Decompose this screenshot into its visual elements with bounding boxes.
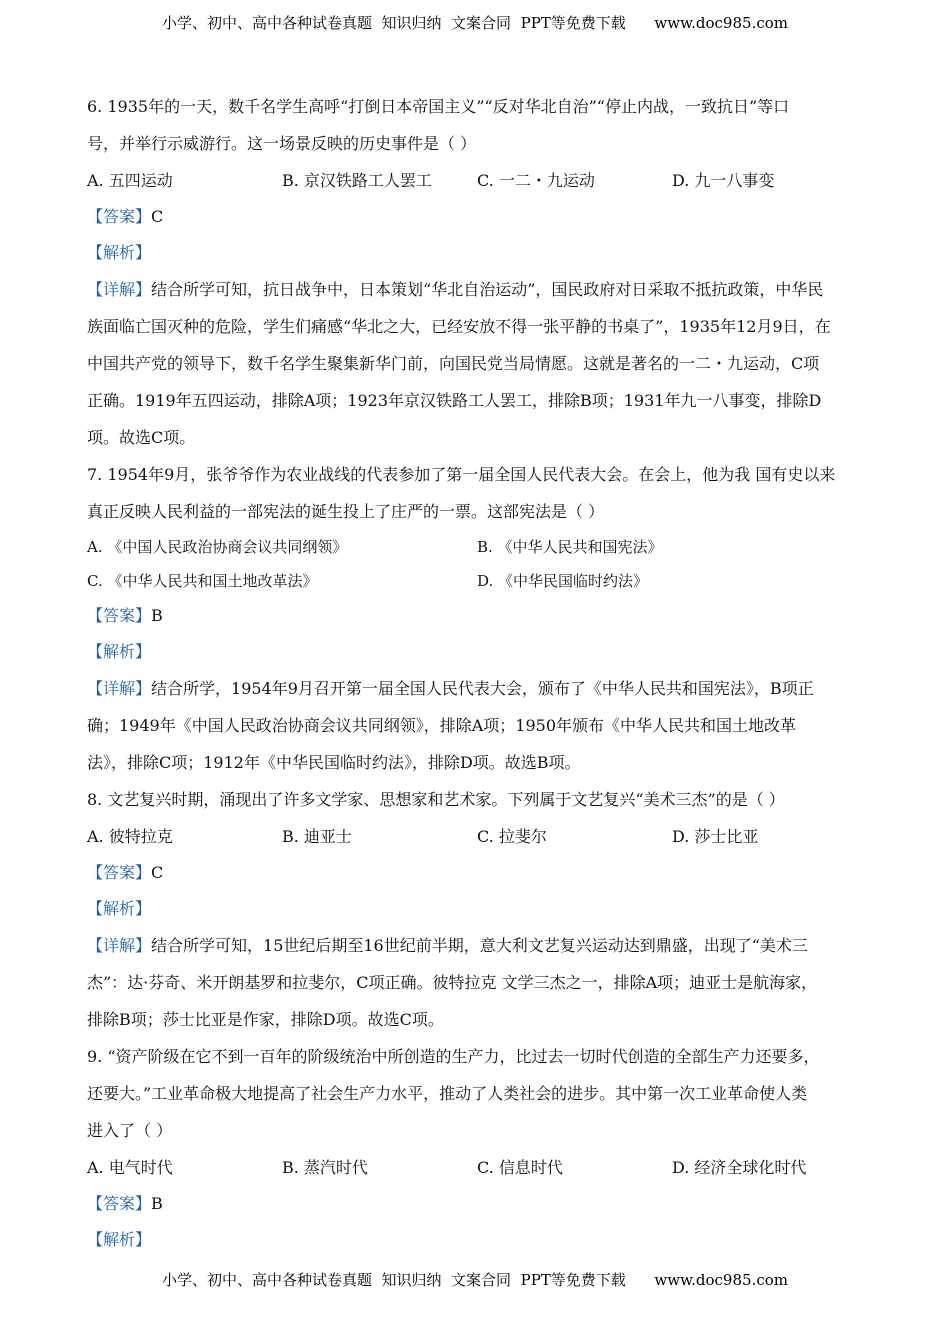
- option-d: D. 莎士比亚: [672, 827, 759, 846]
- detail-text: 结合所学可知，抗日战争中，日本策划“华北自治运动”，国民政府对日采取不抵抗政策，中华民: [151, 280, 824, 299]
- detail-label: 【详解】: [87, 280, 152, 299]
- answer-label: 【答案】: [87, 1194, 152, 1213]
- detail-label: 【详解】: [87, 679, 152, 698]
- question-content: [87, 88, 877, 1258]
- options-row: [87, 1149, 877, 1186]
- analysis-line: [87, 634, 877, 670]
- detail-line: [87, 271, 877, 308]
- answer-value: C: [151, 207, 164, 226]
- question-stem-line: 9. “资产阶级在它不到一百年的阶级统治中所创造的生产力，比过去一切时代创造的全部生产力还要多，: [87, 1047, 820, 1066]
- question-stem-line: 进入了（ ）: [87, 1121, 173, 1140]
- detail-line: 杰”：达·芬奇、米开朗基罗和拉斐尔，C项正确。彼特拉克 文学三杰之一，排除A项；迪亚士是航海家，: [87, 973, 818, 992]
- option-c: C. 拉斐尔: [477, 827, 547, 846]
- question-stem-line: 真正反映人民利益的一部宪法的诞生投上了庄严的一票。这部宪法是（ ）: [87, 502, 605, 521]
- option-a: A. 彼特拉克: [87, 827, 173, 846]
- question-stem-line: 8. 文艺复兴时期，涌现出了许多文学家、思想家和艺术家。下列属于文艺复兴“美术三杰”的是（ ）: [87, 790, 785, 809]
- analysis-label: 【解析】: [87, 642, 152, 661]
- option-d: D. 经济全球化时代: [672, 1158, 807, 1177]
- answer-label: 【答案】: [87, 606, 152, 625]
- option-c: C. 《中华人民共和国土地改革法》: [87, 572, 318, 590]
- option-b: B. 迪亚士: [282, 827, 352, 846]
- question-7: [87, 456, 877, 781]
- question-stem-line: 还要大。”工业革命极大地提高了社会生产力水平，推动了人类社会的进步。其中第一次工业革命使人类: [87, 1084, 808, 1103]
- option-c: C. 一二・九运动: [477, 171, 595, 190]
- analysis-label: 【解析】: [87, 243, 152, 262]
- answer-line: [87, 855, 877, 891]
- option-b: B. 京汉铁路工人罢工: [282, 171, 432, 190]
- analysis-line: [87, 891, 877, 927]
- detail-line: 排除B项；莎士比亚是作家，排除D项。故选C项。: [87, 1010, 444, 1029]
- option-a: A. 《中国人民政治协商会议共同纲领》: [87, 538, 348, 556]
- answer-line: [87, 1186, 877, 1222]
- footer-banner: 小学、初中、高中各种试卷真题 知识归纳 文案合同 PPT等免费下载 www.doc985.com: [161, 1271, 788, 1289]
- question-stem-line: 号，并举行示威游行。这一场景反映的历史事件是（ ）: [87, 134, 477, 153]
- detail-line: 确；1949年《中国人民政治协商会议共同纲领》，排除A项；1950年颁布《中华人民共和国土地改革: [87, 716, 796, 735]
- option-d: D. 《中华民国临时约法》: [477, 572, 649, 590]
- option-b: B. 蒸汽时代: [282, 1158, 368, 1177]
- detail-line: [87, 670, 877, 707]
- question-8: [87, 781, 877, 1038]
- analysis-line: [87, 235, 877, 271]
- answer-value: B: [151, 1194, 163, 1213]
- question-stem-line: 6. 1935年的一天，数千名学生高呼“打倒日本帝国主义”“反对华北自治”“停止内战，一致抗日”等口: [87, 97, 790, 116]
- analysis-label: 【解析】: [87, 1230, 152, 1249]
- detail-text: 结合所学可知，15世纪后期至16世纪前半期，意大利文艺复兴运动达到鼎盛，出现了“美术三: [151, 936, 808, 955]
- answer-line: [87, 199, 877, 235]
- detail-text: 结合所学，1954年9月召开第一届全国人民代表大会，颁布了《中华人民共和国宪法》，B项正: [151, 679, 814, 698]
- detail-line: [87, 927, 877, 964]
- detail-line: 正确。1919年五四运动，排除A项；1923年京汉铁路工人罢工，排除B项；1931年九一八事变，排除D: [87, 391, 822, 410]
- analysis-label: 【解析】: [87, 899, 152, 918]
- answer-label: 【答案】: [87, 207, 152, 226]
- analysis-line: [87, 1222, 877, 1258]
- option-a: A. 电气时代: [87, 1158, 173, 1177]
- answer-value: C: [151, 863, 164, 882]
- option-b: B. 《中华人民共和国宪法》: [477, 538, 663, 556]
- option-d: D. 九一八事变: [672, 171, 775, 190]
- question-6: [87, 88, 877, 456]
- options-row: [87, 530, 877, 564]
- option-a: A. 五四运动: [87, 171, 173, 190]
- question-9: [87, 1038, 877, 1258]
- question-stem-line: 7. 1954年9月，张爷爷作为农业战线的代表参加了第一届全国人民代表大会。在会上，他为我 国有史以来: [87, 465, 836, 484]
- header-banner: 小学、初中、高中各种试卷真题 知识归纳 文案合同 PPT等免费下载 www.doc985.com: [161, 14, 788, 32]
- detail-line: 项。故选C项。: [87, 428, 196, 447]
- detail-label: 【详解】: [87, 936, 152, 955]
- options-row: [87, 818, 877, 855]
- answer-value: B: [151, 606, 163, 625]
- answer-label: 【答案】: [87, 863, 152, 882]
- option-c: C. 信息时代: [477, 1158, 563, 1177]
- options-row: [87, 564, 877, 598]
- detail-line: 中国共产党的领导下，数千名学生聚集新华门前，向国民党当局情愿。这就是著名的一二・九运动，C项: [87, 354, 820, 373]
- options-row: [87, 162, 877, 199]
- answer-line: [87, 598, 877, 634]
- detail-line: 法》，排除C项；1912年《中华民国临时约法》，排除D项。故选B项。: [87, 753, 581, 772]
- detail-line: 族面临亡国灭种的危险，学生们痛感“华北之大，已经安放不得一张平静的书桌了”，1935年12月9日，在: [87, 317, 831, 336]
